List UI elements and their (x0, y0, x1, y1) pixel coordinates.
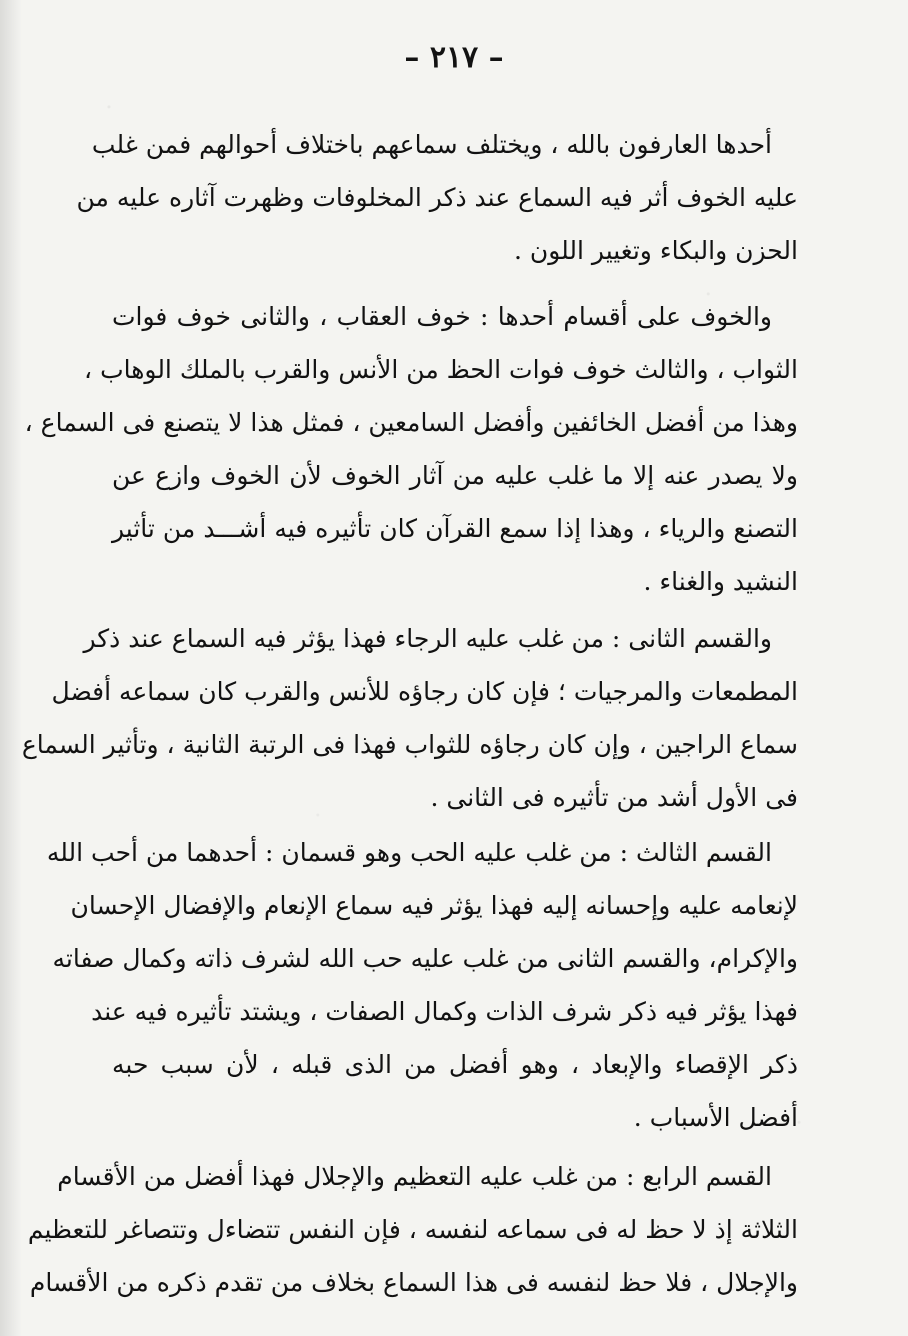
text-line: والخوف على أقسام أحدها : خوف العقاب ، والثانى خوف فوات (112, 302, 772, 331)
text-line: والإجلال ، فلا حظ لنفسه فى هذا السماع بخلاف من تقدم ذكره من الأقسام (29, 1268, 798, 1297)
text-line: فى الأول أشد من تأثيره فى الثانى . (430, 783, 798, 812)
paragraph-5 (27, 1150, 798, 1309)
text-line: ذكر الإقصاء والإبعاد ، وهو أفضل من الذى قبله ، لأن سبب حبه (112, 1050, 798, 1079)
text-line: سماع الراجين ، وإن كان رجاؤه للثواب فهذا فى الرتبة الثانية ، وتأثير السماع (21, 730, 798, 759)
text-line: القسم الثالث : من غلب عليه الحب وهو قسمان : أحدهما من أحب الله (46, 838, 772, 867)
text-line: فهذا يؤثر فيه ذكر شرف الذات وكمال الصفات ، ويشتد تأثيره فيه عند (91, 997, 798, 1026)
text-line: والقسم الثانى : من غلب عليه الرجاء فهذا يؤثر فيه السماع عند ذكر (83, 624, 772, 653)
paragraph-2 (24, 290, 798, 608)
text-line: عليه الخوف أثر فيه السماع عند ذكر المخلوفات وظهرت آثاره عليه من (76, 183, 798, 212)
page-number: – ٢١٧ – (404, 40, 504, 75)
text-line: المطمعات والمرجيات ؛ فإن كان رجاؤه للأنس والقرب كان سماعه أفضل (51, 677, 798, 706)
text-line: والإكرام، والقسم الثانى من غلب عليه حب الله لشرف ذاته وكمال صفاته (52, 944, 798, 973)
text-line: القسم الرابع : من غلب عليه التعظيم والإجلال فهذا أفضل من الأقسام (57, 1162, 772, 1191)
text-line: النشيد والغناء . (643, 567, 798, 596)
paragraph-4 (46, 826, 798, 1144)
text-line: الثلاثة إذ لا حظ له فى سماعه لنفسه ، فإن النفس تتضاءل وتتصاغر للتعظيم (27, 1215, 798, 1244)
paragraph-3 (21, 612, 798, 824)
text-line: أفضل الأسباب . (633, 1103, 798, 1132)
text-line: الثواب ، والثالث خوف فوات الحظ من الأنس والقرب بالملك الوهاب ، (84, 355, 798, 384)
paragraph-1 (76, 118, 798, 277)
text-line: الحزن والبكاء وتغيير اللون . (513, 236, 798, 265)
text-line: ولا يصدر عنه إلا ما غلب عليه من آثار الخوف لأن الخوف وازع عن (112, 461, 798, 490)
binding-shadow (0, 0, 22, 1336)
text-line: التصنع والرياء ، وهذا إذا سمع القرآن كان تأثيره فيه أشـــد من تأثير (112, 514, 798, 543)
text-line: لإنعامه عليه وإحسانه إليه فهذا يؤثر فيه سماع الإنعام والإفضال الإحسان (70, 891, 798, 920)
text-line: وهذا من أفضل الخائفين وأفضل السامعين ، فمثل هذا لا يتصنع فى السماع ، (24, 408, 798, 437)
text-line: أحدها العارفون بالله ، ويختلف سماعهم باختلاف أحوالهم فمن غلب (91, 130, 772, 159)
